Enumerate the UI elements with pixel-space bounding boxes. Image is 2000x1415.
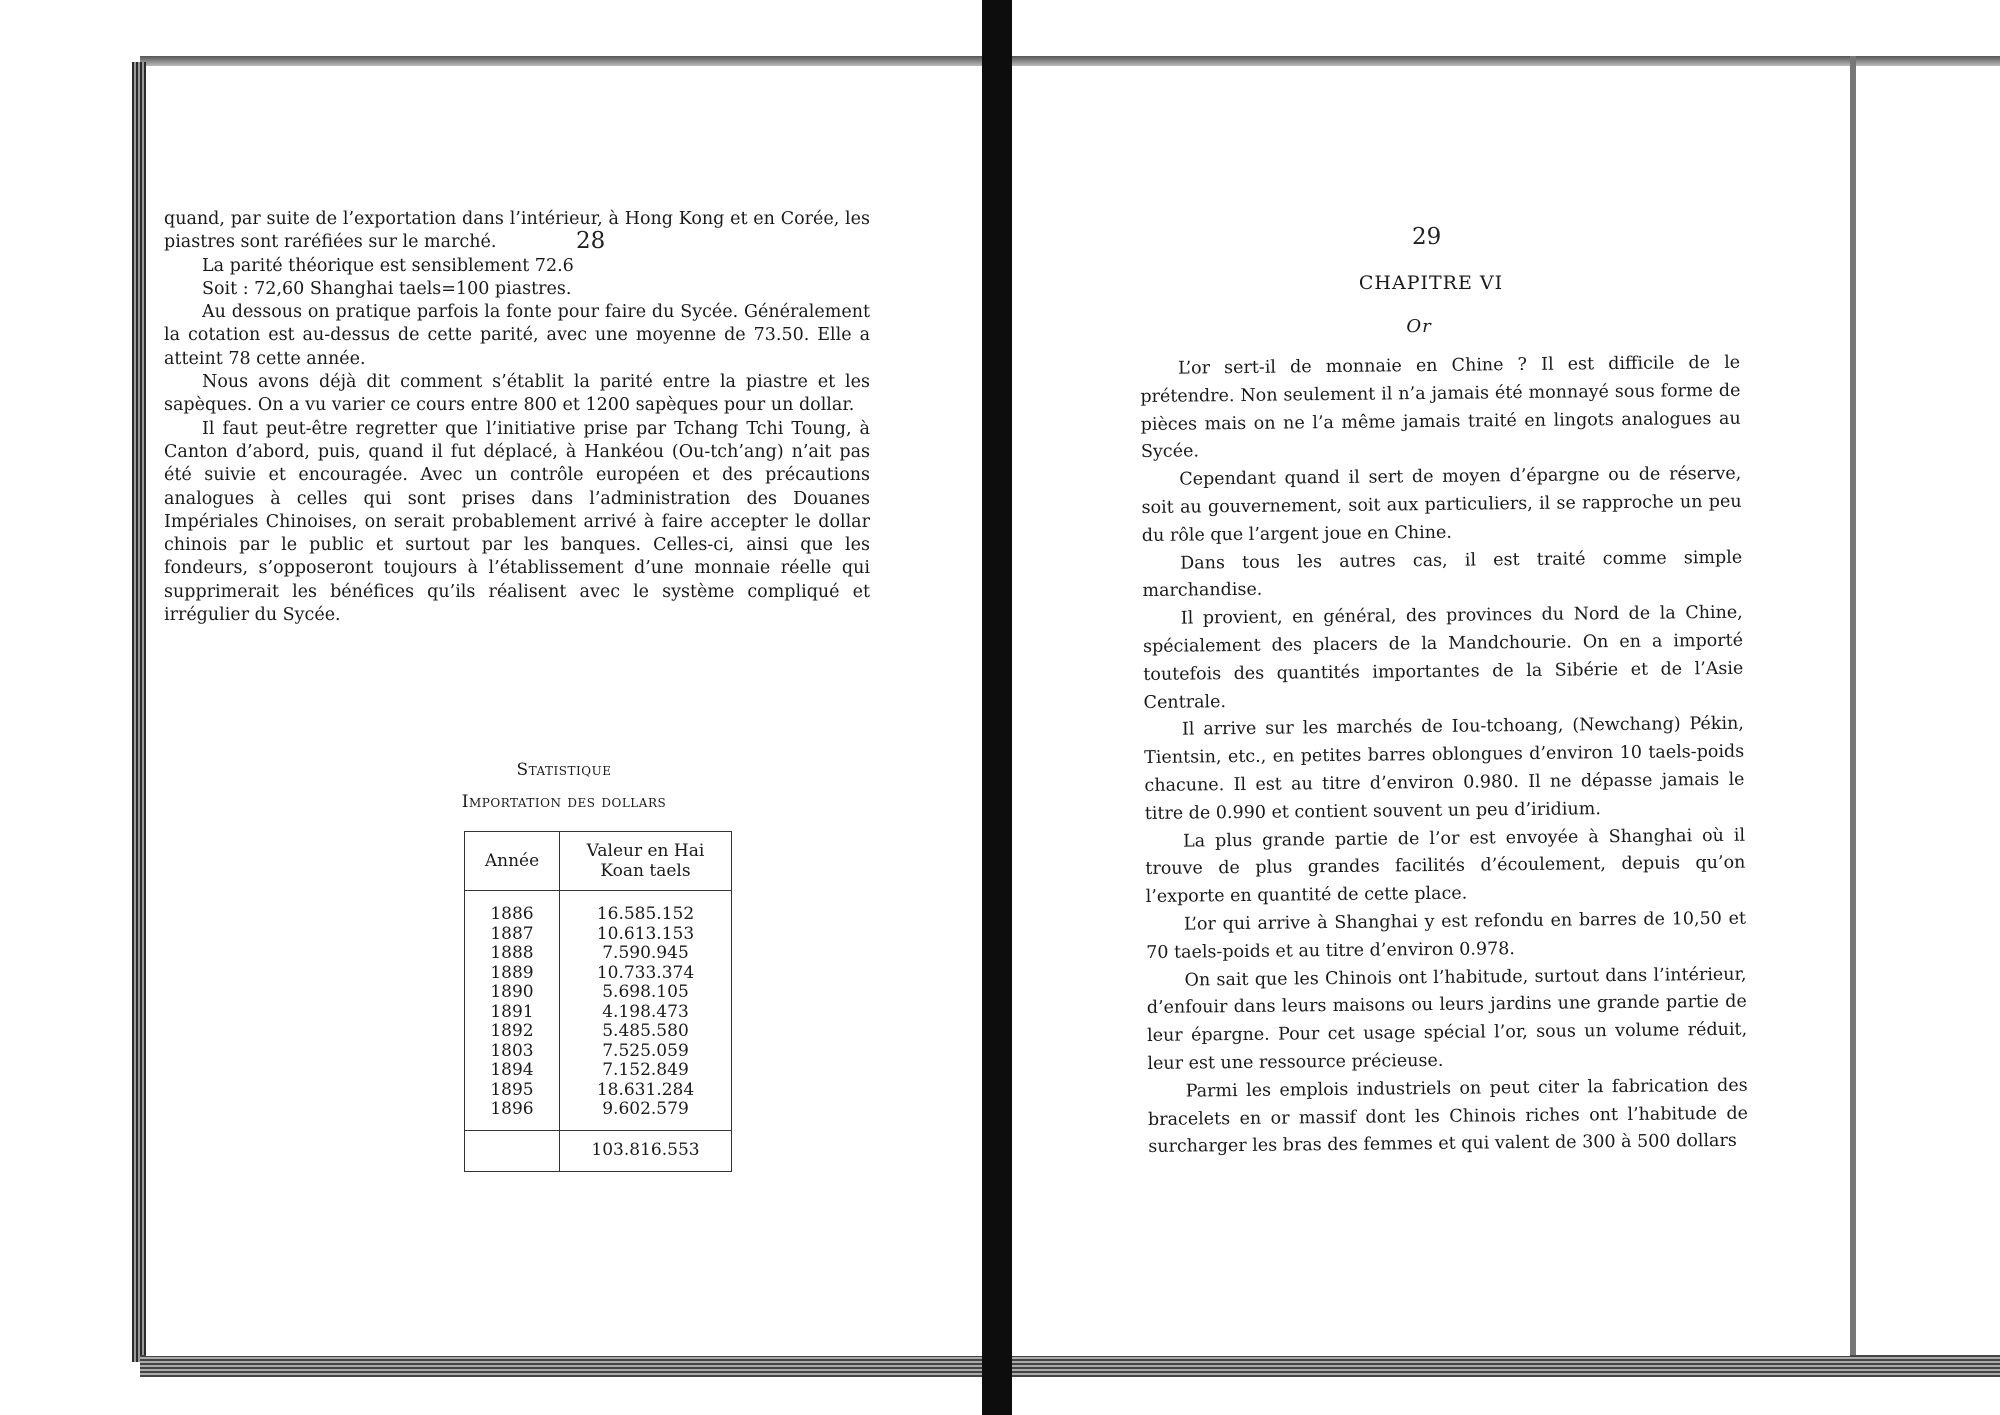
table-row: [465, 983, 732, 1003]
book-left-edge: [132, 62, 146, 1362]
paragraph: Au dessous on pratique parfois la fonte pour faire du Sycée. Généralement la cotation est au-dessus de cette parité, avec une moyenne de 73.50. Elle a atteint 78 cette année.: [164, 302, 870, 369]
year-cell: 1889: [465, 964, 560, 984]
table-row: [465, 1081, 732, 1101]
statistique-heading: Statistique: [516, 760, 612, 780]
value-cell: 18.631.284: [560, 1081, 732, 1101]
value-cell: 4.198.473: [560, 1003, 732, 1023]
right-page-body: [1140, 350, 1748, 1162]
year-cell: 1888: [465, 944, 560, 964]
value-cell: 9.602.579: [560, 1100, 732, 1130]
year-cell: 1890: [465, 983, 560, 1003]
empty-cell: [465, 1130, 560, 1171]
year-cell: 1895: [465, 1081, 560, 1101]
book-bottom-edge: [140, 1355, 2000, 1377]
paragraph: La parité théorique est sensiblement 72.6: [202, 255, 574, 276]
table-row: [465, 891, 732, 925]
table-row: [465, 1042, 732, 1062]
table-total-row: [465, 1130, 732, 1171]
value-cell: 5.485.580: [560, 1022, 732, 1042]
left-page-body: [164, 208, 870, 627]
year-cell: 1803: [465, 1042, 560, 1062]
year-cell: 1896: [465, 1100, 560, 1130]
year-cell: 1892: [465, 1022, 560, 1042]
paragraph: quand, par suite de l’exportation dans l’intérieur, à Hong Kong et en Corée, les piastres sont raréfiées sur le marché.: [164, 209, 870, 253]
value-cell: 7.152.849: [560, 1061, 732, 1081]
book-top-edge: [140, 56, 2000, 66]
value-cell: 7.525.059: [560, 1042, 732, 1062]
paragraph: Dans tous les autres cas, il est traité comme simple marchandise.: [1142, 547, 1743, 602]
year-cell: 1886: [465, 891, 560, 925]
table-heading: Importation des dollars: [461, 792, 667, 812]
value-cell: 16.585.152: [560, 891, 732, 925]
column-header-year: Année: [465, 832, 560, 891]
total-cell: 103.816.553: [560, 1130, 732, 1171]
paragraph: L’or qui arrive à Shanghai y est refondu en barres de 10,50 et 70 taels-poids et au titre d’environ 0.978.: [1146, 908, 1747, 963]
paragraph: La plus grande partie de l’or est envoyée à Shanghai où il trouve de plus grandes facilités d’écoulement, depuis qu’on l’exporte en quantité de cette place.: [1145, 825, 1746, 908]
table-row: [465, 964, 732, 984]
year-cell: 1894: [465, 1061, 560, 1081]
chapter-subtitle: Or: [1406, 316, 1432, 337]
page-number-right: 29: [1412, 224, 1442, 250]
value-cell: 5.698.105: [560, 983, 732, 1003]
paragraph: Parmi les emplois industriels on peut citer la fabrication des bracelets en or massif dont les Chinois riches ont l’habitude de surcharger les bras des femmes et qui valent de 300 à 500 dollars: [1147, 1075, 1749, 1158]
paragraph: On sait que les Chinois ont l’habitude, surtout dans l’intérieur, d’enfouir dans leurs maisons ou leurs jardins une grande partie de leur épargne. Pour cet usage spécial l’or, sous un volume réduit, leur est une ressource précieuse.: [1146, 964, 1748, 1074]
chapter-title: CHAPITRE VI: [1358, 272, 1504, 294]
column-header-value: Valeur en Hai Koan taels: [560, 832, 732, 891]
page-number-left: 28: [576, 228, 606, 254]
paragraph: Il faut peut-être regretter que l’initiative prise par Tchang Tchi Toung, à Canton d’abord, puis, quand il fut déplacé, à Hankéou (Ou-tch’ang) n’ait pas été suivie et encouragée. Avec un contrôle européen et des précautions analogues à celles qui sont prises dans l’administration des Douanes Impériales Chinoises, on serait probablement arrivé à faire accepter le dollar chinois par le public et surtout par les banques. Celles-ci, ainsi que les fondeurs, s’opposeront toujours à l’établissement d’une monnaie réelle qui supprimerait les bénéfices qu’ils réalisent avec le système compliqué et irrégulier du Sycée.: [164, 418, 870, 626]
paragraph: Soit : 72,60 Shanghai taels=100 piastres.: [202, 278, 572, 299]
paragraph: Il arrive sur les marchés de Iou-tchoang, (Newchang) Pékin, Tientsin, etc., en petites barres oblongues d’environ 10 taels-poids chacune. Il est au titre d’environ 0.980. Il ne dépasse jamais le titre de 0.990 et contient souvent un peu d’iridium.: [1144, 714, 1745, 824]
value-cell: 7.590.945: [560, 944, 732, 964]
table-row: [465, 944, 732, 964]
paragraph: Nous avons déjà dit comment s’établit la parité entre la piastre et les sapèques. On a vu varier ce cours entre 800 et 1200 sapèques pour un dollar.: [164, 372, 870, 416]
paragraph: L’or sert-il de monnaie en Chine ? Il est difficile de le prétendre. Non seulement il n’a jamais été monnayé sous forme de pièces mais on ne l’a même jamais traité en lingots analogues au Sycée.: [1140, 352, 1741, 463]
year-cell: 1887: [465, 925, 560, 945]
paragraph: Cependant quand il sert de moyen d’épargne ou de réserve, soit au gouvernement, soit aux particuliers, il se rapproche un peu du rôle que l’argent joue en Chine.: [1141, 463, 1742, 546]
paragraph: Il provient, en général, des provinces du Nord de la Chine, spécialement des placers de la Mandchourie. On en a importé toutefois des quantités importantes de la Sibérie et de l’Asie Centrale.: [1142, 602, 1744, 713]
dollar-import-table: [464, 831, 732, 1172]
year-cell: 1891: [465, 1003, 560, 1023]
book-right-edge: [1850, 56, 1856, 1356]
table-row: [465, 1003, 732, 1023]
value-cell: 10.733.374: [560, 964, 732, 984]
table-row: [465, 1100, 732, 1130]
table-row: [465, 1061, 732, 1081]
table-row: [465, 1022, 732, 1042]
book-spine: [982, 0, 1012, 1415]
value-cell: 10.613.153: [560, 925, 732, 945]
table-row: [465, 925, 732, 945]
